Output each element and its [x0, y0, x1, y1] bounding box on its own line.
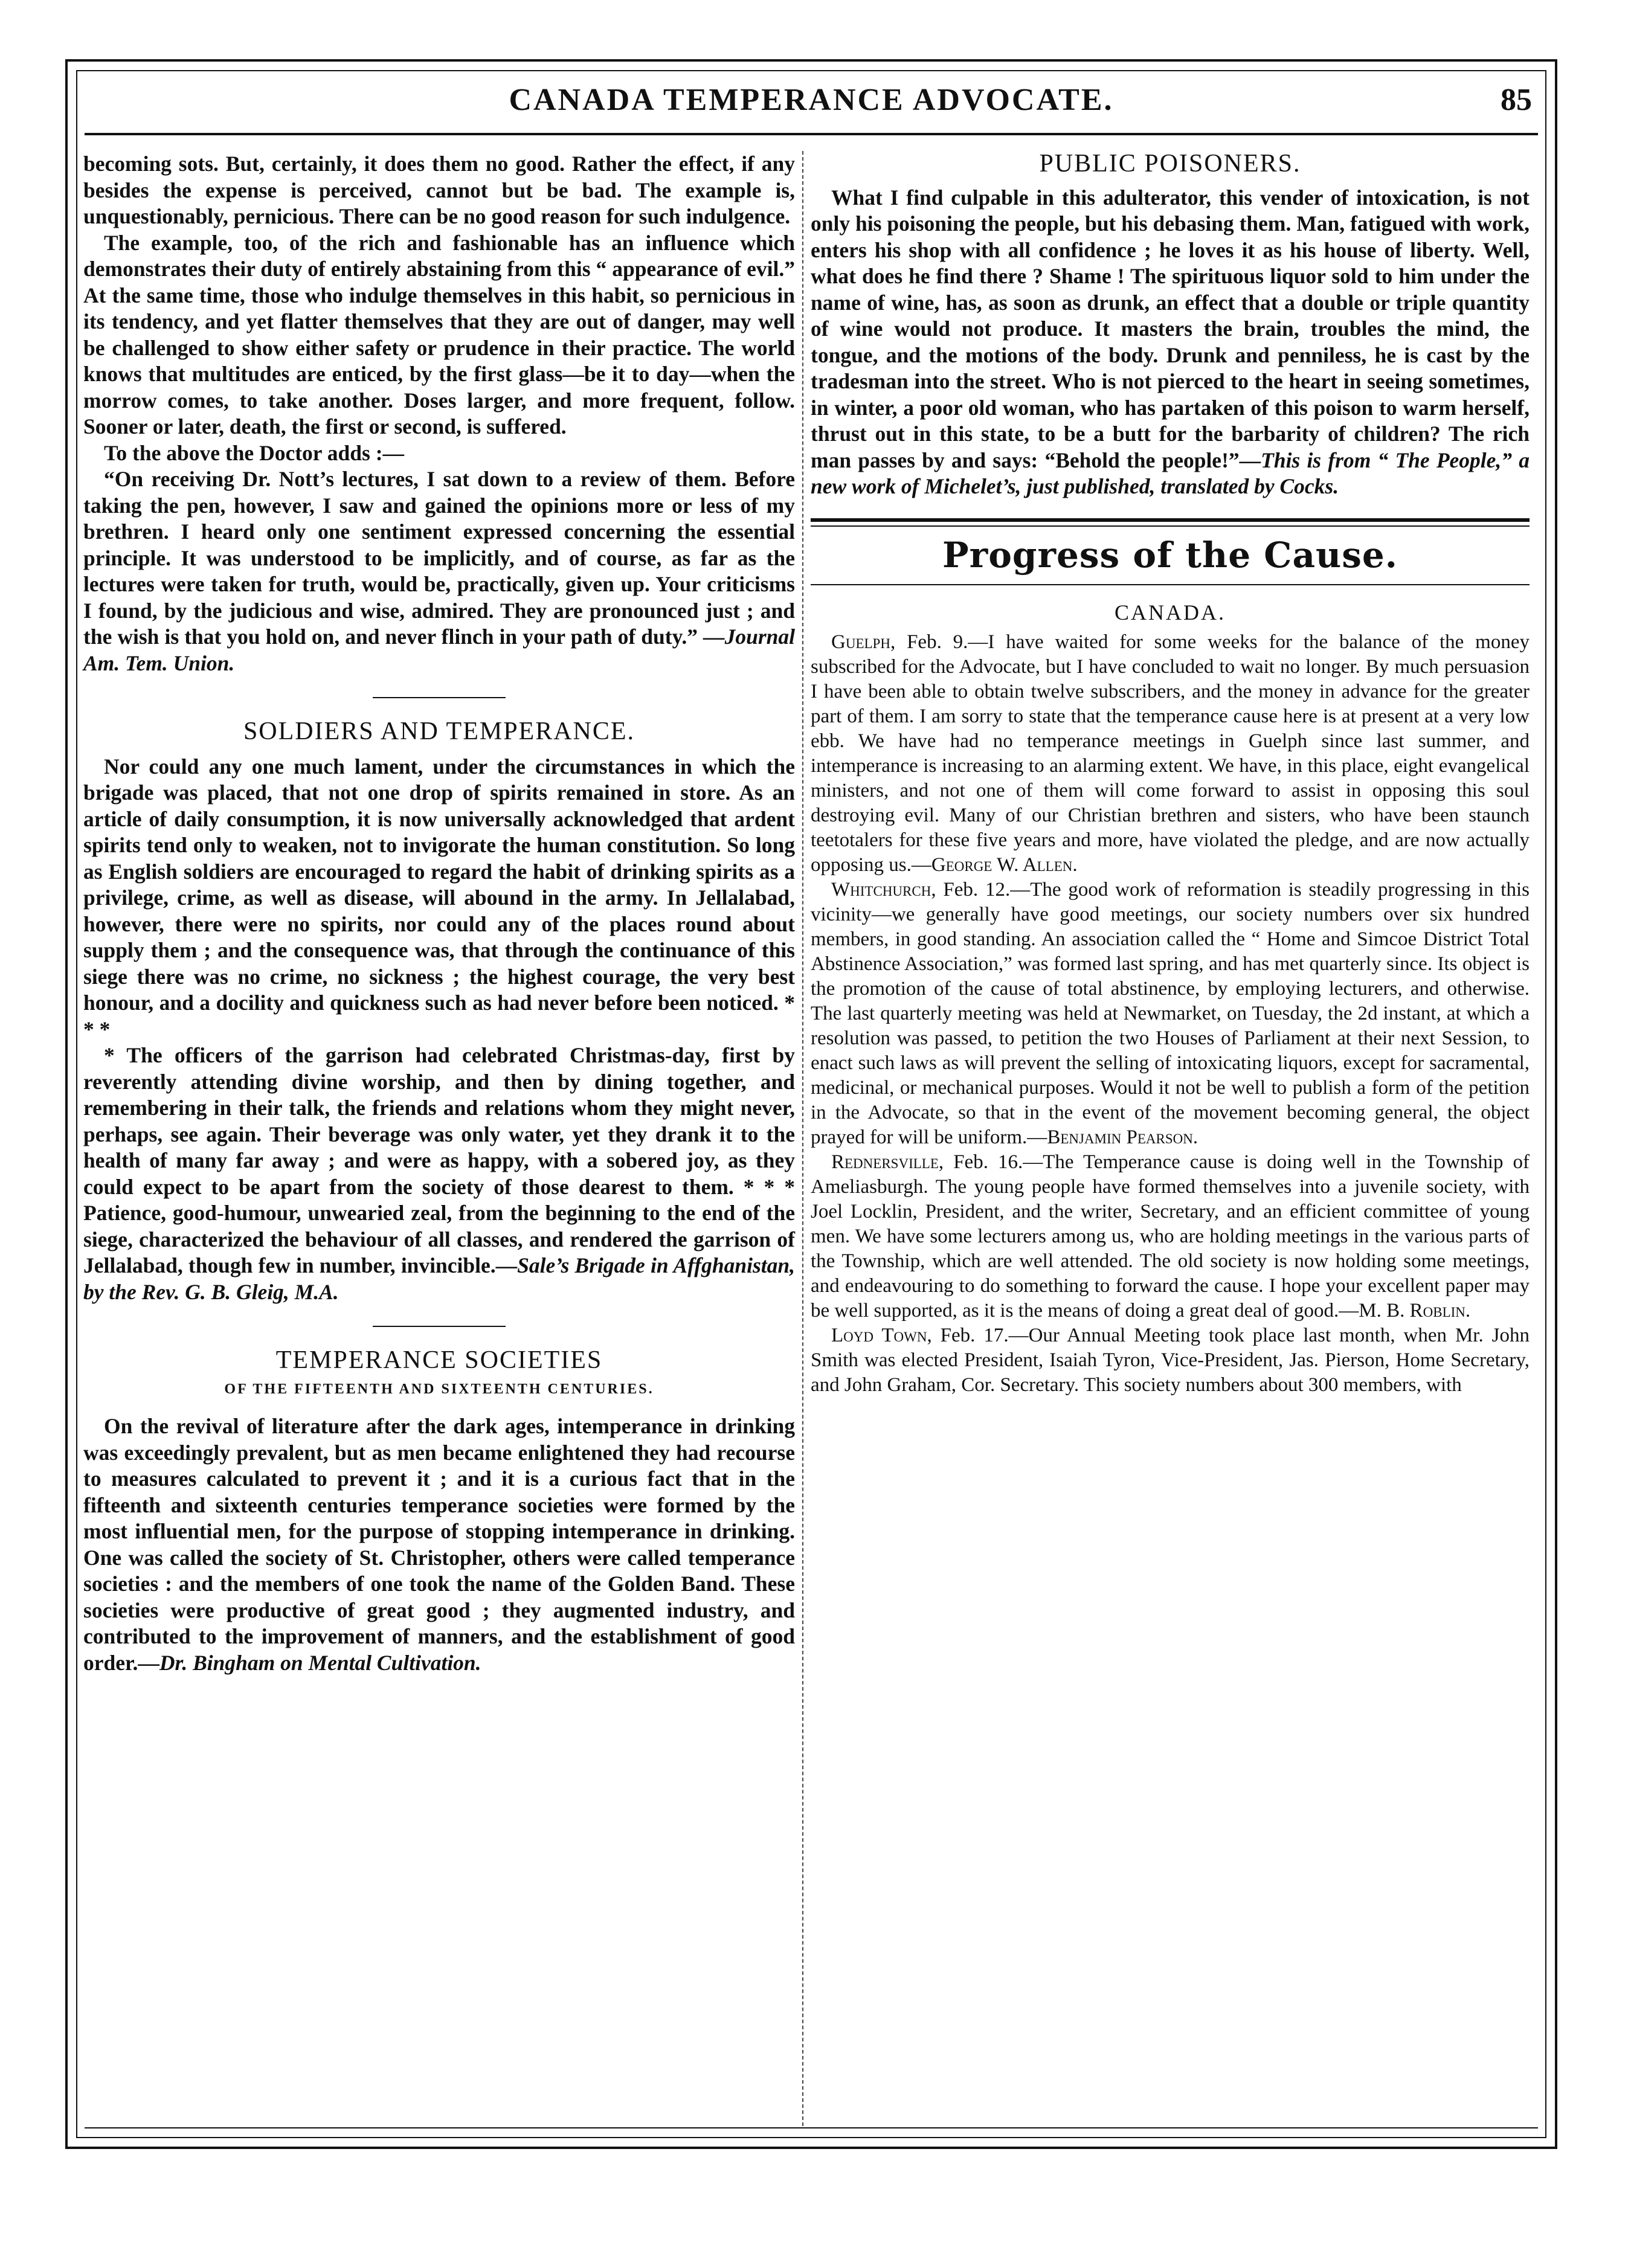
- section-rule: [811, 584, 1530, 585]
- paragraph: [83, 466, 795, 676]
- progress-reports: [811, 630, 1530, 1398]
- place-name: Whitchurch: [831, 878, 931, 901]
- article-source: This is from “ The People,” a new work of Michelet’s, just published, translated by Cocks.: [811, 448, 1530, 498]
- newspaper-title: CANADA TEMPERANCE ADVOCATE.: [509, 83, 1114, 117]
- report-signature: Benjamin Pearson.: [1047, 1126, 1198, 1148]
- paragraph: To the above the Doctor adds :—: [104, 440, 405, 465]
- public-poisoners-article: [811, 151, 1530, 500]
- report-text: , Feb. 17.—Our Annual Meeting took place last month, when Mr. John Smith was elected President, Isaiah Tyron, Vice-President, Jas. Pierson, Home Secretary, and John Graham, Cor. Secretary. This society numbers about 300 members, with: [811, 1324, 1530, 1396]
- report-loyd-town: [811, 1323, 1530, 1398]
- report-whitchurch: [811, 878, 1530, 1150]
- paragraph: [811, 185, 1530, 500]
- paragraph: [83, 1413, 795, 1676]
- paragraph-text: * The officers of the garrison had celebrated Christmas-day, first by reverently attending divine worship, and then by dining together, and remembering in their talk, the friends and relations whom they might never, perhaps, see again. Their beverage was only water, yet they drank it to the health of many far away ; and were as happy, with a sobered joy, as they could expect to be apart from the society of those dearest to them. * * * Patience, good-humour, unwearied zeal, from the beginning to the end of the siege, characterized the behaviour of all classes, and rendered the garrison of Jellalabad, though few in number, invincible.—: [83, 1043, 795, 1277]
- place-name: Loyd Town: [831, 1324, 927, 1346]
- paragraph: becoming sots. But, certainly, it does them no good. Rather the effect, if any besides the expense is perceived, cannot but be bad. The example is, unquestionably, pernicious. There can be no good reason for such indulgence.: [83, 152, 795, 228]
- article-source: Sale’s Brigade in Affghanistan, by the Rev. G. B. Gleig, M.A.: [83, 1253, 795, 1304]
- section-heading-progress: Progress of the Cause.: [942, 534, 1398, 576]
- page-number: 85: [1501, 83, 1532, 117]
- paragraph: Nor could any one much lament, under the circumstances in which the brigade was placed, that not one drop of spirits remained in store. As an article of daily consumption, it is now universally acknowledged that ardent spirits tend only to weaken, not to invigorate the human constitution. So long as English soldiers are encouraged to regard the habit of drinking spirits as a privilege, crime, as well as disease, will abound in the army. In Jellalabad, however, there were no spirits, nor could any of the places round about supply them ; and the consequence was, that through the continuance of this siege there was no crime, no sickness ; the highest courage, the very best honour, and a docility and quickness such as had never before been noticed. * * *: [83, 754, 795, 1041]
- report-text: , Feb. 16.—The Temperance cause is doing well in the Township of Ameliasburgh. The young people have formed themselves into a juvenile society, with Joel Locklin, President, and the writer, Secretary, and an efficient committee of young men. We have some lecturers among us, who are holding meetings in the various parts of the Township, which are well attended. The old society is now holding some meetings, and endeavouring to do something to forward the cause. I hope your excellent paper may be well supported, as it is the means of doing a great deal of good.—: [811, 1151, 1530, 1322]
- article-source: Dr. Bingham on Mental Cultivation.: [159, 1650, 481, 1675]
- column-divider: [802, 151, 803, 2126]
- report-signature: M. B. Roblin.: [1359, 1299, 1471, 1322]
- section-heading-poisoners: PUBLIC POISONERS.: [1039, 150, 1301, 178]
- report-signature: George W. Allen.: [931, 853, 1078, 876]
- header-rule: [85, 133, 1538, 135]
- section-heading-societies: TEMPERANCE SOCIETIES: [275, 1346, 603, 1374]
- report-guelph: [811, 630, 1530, 878]
- report-text: , Feb. 9.—I have waited for some weeks for the balance of the money subscribed for the Advocate, but I have concluded to wait no longer. By much persuasion I have been able to obtain twelve subscribers, and the money in advance for the greater part of them. I am sorry to state that the temperance cause here is at present at a very low ebb. We have had no temperance meetings in Guelph since last summer, and intemperance is increasing to an alarming extent. We have, in this place, eight evangelical ministers, and not one of them will come forward to assist in opposing this soul destroying evil. Many of our Christian brethren and sisters, who have been staunch teetotalers for these five years and more, have violated the pledge, and are now actually opposing us.—: [811, 631, 1530, 876]
- section-rule: [373, 1326, 506, 1327]
- left-column: [83, 151, 795, 1676]
- bottom-rule: [85, 2127, 1538, 2128]
- place-name: Guelph: [831, 631, 890, 653]
- section-heading-soldiers: SOLDIERS AND TEMPERANCE.: [243, 718, 635, 745]
- report-rednersville: [811, 1150, 1530, 1323]
- paragraph: [83, 1042, 795, 1305]
- place-name: Rednersville: [831, 1151, 939, 1173]
- paragraph-text: On the revival of literature after the dark ages, intemperance in drinking was exceedingly prevalent, but as men became enlightened they had recourse to measures calculated to prevent it ; and it is a curious fact that in the fifteenth and sixteenth centuries temperance societies were formed by the most influential men, for the purpose of stopping intemperance in drinking. One was called the society of St. Christopher, others were called temperance societies : and the members of one took the name of the Golden Band. These societies were productive of great good ; they augmented industry, and contributed to the improvement of manners, and the establishment of good order.—: [83, 1414, 795, 1675]
- page-header: [85, 77, 1538, 129]
- section-subheading: OF THE FIFTEENTH AND SIXTEENTH CENTURIES.: [224, 1381, 654, 1397]
- quote-source: —Journal Am. Tem. Union.: [83, 625, 795, 675]
- section-double-rule: [811, 518, 1530, 527]
- report-text: , Feb. 12.—The good work of reformation is steadily progressing in this vicinity—we generally have good meetings, our society numbers over six hundred members, in good standing. An association called the “ Home and Simcoe District Total Abstinence Association,” was formed last spring, and has met quarterly since. Its object is the promotion of the cause of total abstinence, by employing lecturers, and otherwise. The last quarterly meeting was held at Newmarket, on Tuesday, the 2d instant, at which a resolution was passed, to petition the two Houses of Parliament at their next Session, to enact such laws as will prevent the selling of intoxicating liquors, except for sacramental, medicinal, or mechanical purposes. Would it not be well to publish a form of the petition in the Advocate, so that in the event of the movement becoming general, the object prayed for will be uniform.—: [811, 878, 1530, 1148]
- paragraph-text: What I find culpable in this adulterator, this vender of intoxication, is not only his poisoning the people, but his debasing them. Man, fatigued with work, enters his shop with all confidence ; he loves it as his house of liberty. Well, what does he find there ? Shame ! The spirituous liquor sold to him under the name of wine, has, as soon as drunk, an effect that a double or triple quantity of wine would not produce. It masters the brain, troubles the mind, the tongue, and the motions of the body. Drunk and penniless, he is cast by the tradesman into the street. Who is not pierced to the heart in seeing sometimes, in winter, a poor old woman, who has partaken of this poison to warm herself, thrust out in this state, to be a butt for the barbarity of children? The rich man passes by and says: “Behold the people!”—: [811, 185, 1530, 472]
- paragraph: The example, too, of the rich and fashionable has an influence which demonstrates their duty of entirely abstaining from this “ appearance of evil.” At the same time, those who indulge themselves in this habit, so pernicious in its tendency, and yet flatter themselves that they are out of danger, may well be challenged to show either safety or prudence in their practice. The world knows that multitudes are enticed, by the first glass—be it to day—when the morrow comes, to take another. Doses larger, and more frequent, follow. Sooner or later, death, the first or second, is suffered.: [83, 230, 795, 439]
- right-column: [811, 151, 1530, 1398]
- region-label-canada: CANADA.: [1114, 600, 1226, 625]
- quote-text: “On receiving Dr. Nott’s lectures, I sat down to a review of them. Before taking the pen, however, I saw and gained the opinions more or less of my brethren. I heard only one sentiment expressed concerning the essential principle. It was understood to be implicitly, and of course, as far as the lectures were taken for truth, would be, practically, given up. Your criticisms I found, by the judicious and wise, admired. They are pronounced just ; and the wish is that you hold on, and never flinch in your path of duty.”: [83, 467, 795, 649]
- section-rule: [373, 697, 506, 698]
